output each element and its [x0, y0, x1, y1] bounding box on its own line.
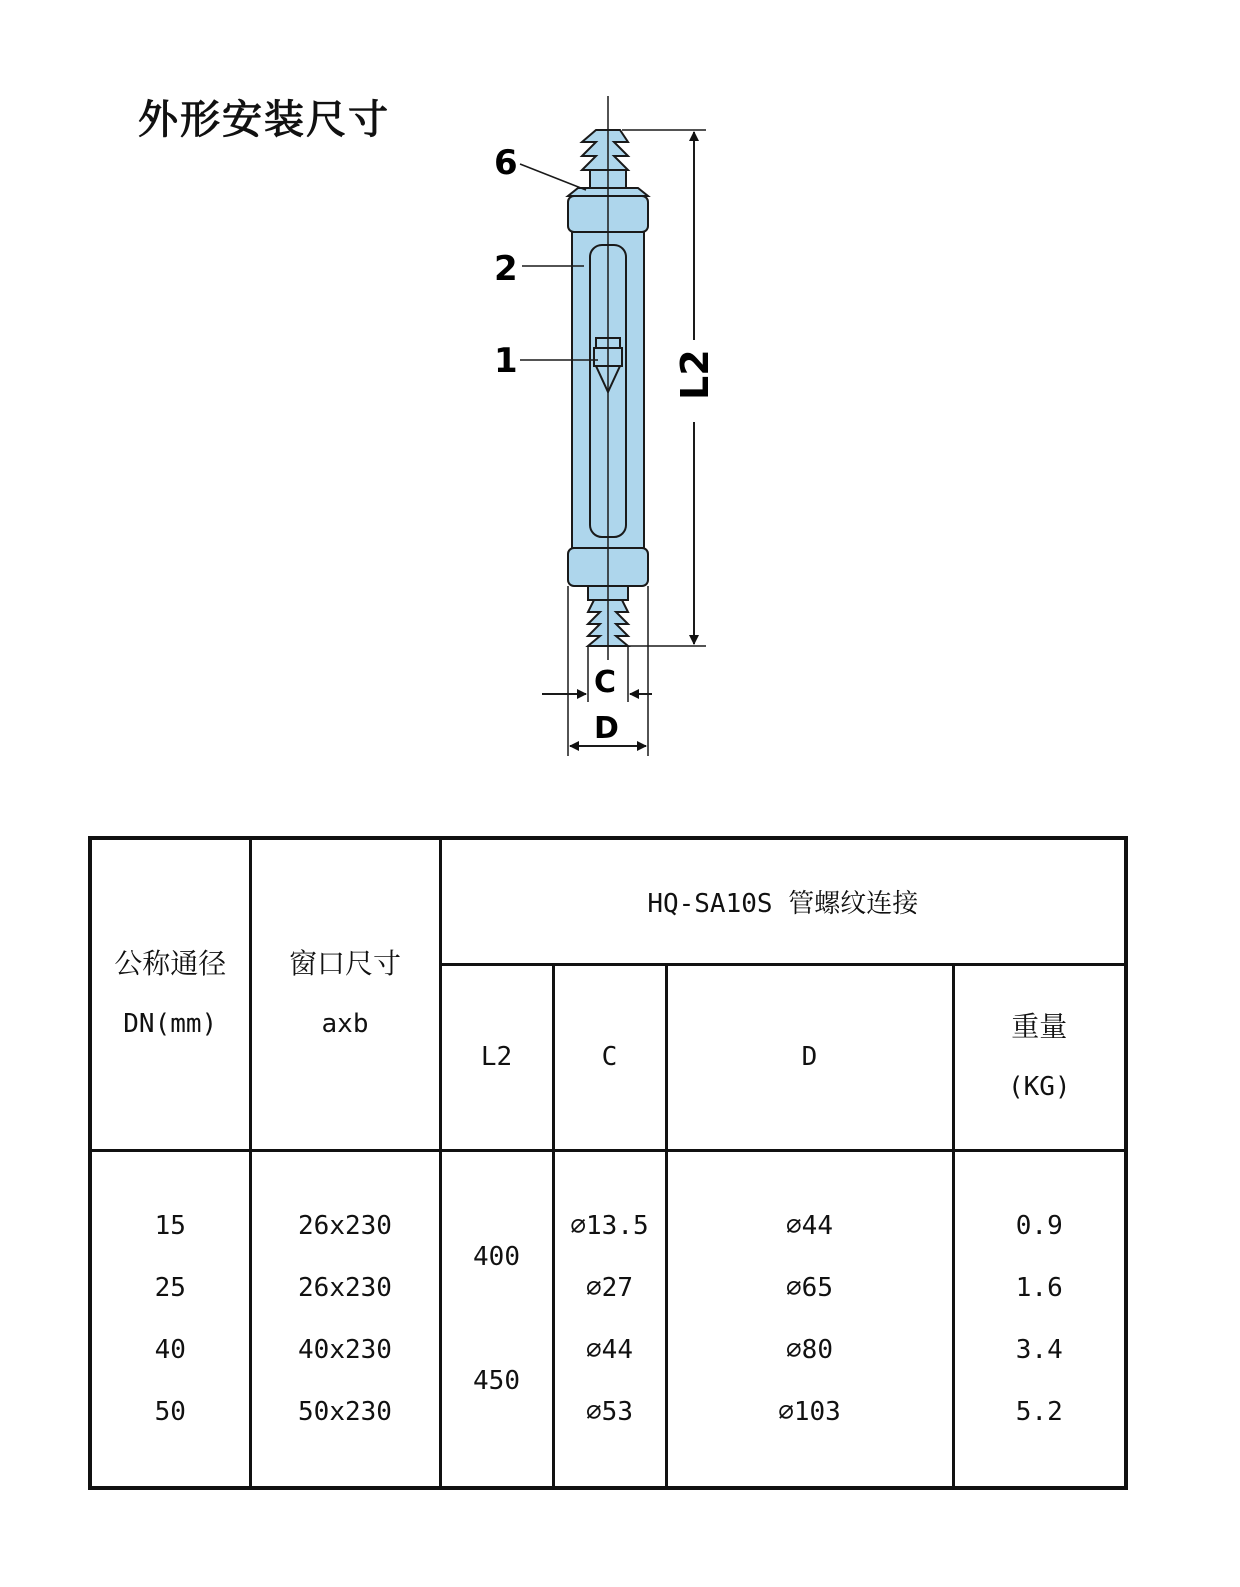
dn-column: 15 25 40 50: [90, 1150, 250, 1488]
c-label: C: [594, 665, 617, 700]
c-column: ⌀13.5 ⌀27 ⌀44 ⌀53: [553, 1150, 666, 1488]
header-dn: 公称通径 DN(mm): [90, 838, 250, 1150]
header-weight: 重量 (KG): [953, 964, 1126, 1150]
callout-6: 6: [494, 143, 518, 183]
d-column: ⌀44 ⌀65 ⌀80 ⌀103: [666, 1150, 953, 1488]
dimension-table: [88, 836, 1124, 1490]
leader-6: [520, 164, 586, 190]
header-d: D: [666, 964, 953, 1150]
header-c: C: [553, 964, 666, 1150]
window-column: 26x230 26x230 40x230 50x230: [250, 1150, 440, 1488]
header-group: HQ-SA10S 管螺纹连接: [440, 838, 1126, 964]
weight-column: 0.9 1.6 3.4 5.2: [953, 1150, 1126, 1488]
header-l2: L2: [440, 964, 553, 1150]
l2-label: L2: [673, 349, 717, 400]
callout-1: 1: [494, 341, 518, 381]
l2-column: 400 450: [440, 1150, 553, 1488]
page-title: 外形安装尺寸: [138, 97, 390, 143]
d-label: D: [594, 711, 619, 746]
callout-2: 2: [494, 249, 518, 289]
header-window: 窗口尺寸 axb: [250, 838, 440, 1150]
